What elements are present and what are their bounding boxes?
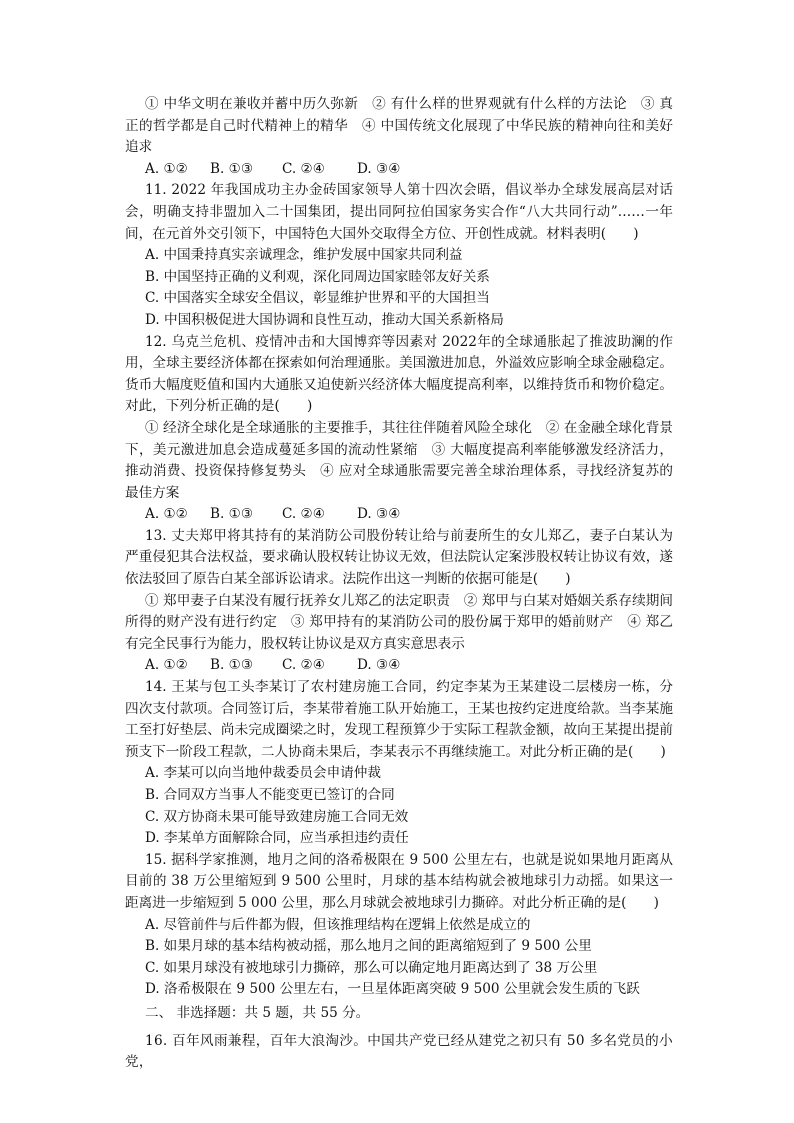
choice-a: A. ①②	[145, 657, 188, 674]
choice-d: D. ③④	[357, 160, 401, 177]
choice-b: B. ①③	[210, 160, 254, 177]
q14-option-a: A. 李某可以向当地仲裁委员会申请仲裁	[145, 765, 381, 782]
section-heading: 二、 非选择题：共 5 题，共 55 分。	[145, 1004, 370, 1021]
choice-c: C. ②④	[282, 160, 325, 177]
choice-c: C. ②④	[282, 657, 325, 674]
q15-option-b: B. 如果月球的基本结构被动摇，那么地月之间的距离缩短到了 9 500 公里	[145, 938, 592, 955]
choice-b: B. ①③	[210, 657, 254, 674]
q12-choices	[125, 504, 673, 526]
q13-statements: ① 郑甲妻子白某没有履行抚养女儿郑乙的法定职责 ② 郑甲与白某对婚姻关系存续期间所得的财产没有进行约定 ③ 郑甲持有的某消防公司的股份属于郑甲的婚前财产 ④ 郑乙有完全民事行为能力，股权转让协议是双方真实意思表示	[125, 592, 673, 652]
choice-a: A. ①②	[145, 160, 188, 177]
q15-option-c: C. 如果月球没有被地球引力撕碎，那么可以确定地月距离达到了 38 万公里	[145, 959, 598, 976]
q14-option-d: D. 李某单方面解除合同，应当承担违约责任	[145, 830, 409, 847]
q14-stem: 14. 王某与包工头李某订了农村建房施工合同，约定李某为王某建设二层楼房一栋，分四次支付款项。合同签订后，李某带着施工队开始施工，王某也按约定进度给款。当李某施工至打好垫层、尚未完成圈梁之时，发现工程预算少于实际工程款金额，故向王某提出提前预支下一阶段工程款，二人协商未果后，李某表示不再继续施工。对此分析正确的是( )	[125, 679, 673, 760]
q11-option-c: C. 中国落实全球安全倡议，彰显维护世界和平的大国担当	[145, 290, 490, 307]
q16-stem: 16. 百年风雨兼程，百年大浪淘沙。中国共产党已经从建党之初只有 50 多名党员的小党，	[125, 1032, 673, 1071]
choice-d: D. ③④	[357, 506, 401, 523]
q11-stem: 11. 2022 年我国成功主办金砖国家领导人第十四次会晤，倡议举办全球发展高层对话会，明确支持非盟加入二十国集团，提出同阿拉伯国家务实合作“八大共同行动”……一年间，在元首外交引领下，中国特色大国外交取得全方位、开创性成就。材料表明( )	[125, 182, 673, 242]
q10-choices	[125, 159, 673, 181]
q11-option-a: A. 中国秉持真实亲诚理念，维护发展中国家共同利益	[145, 247, 463, 264]
q15-option-a: A. 尽管前件与后件都为假，但该推理结构在逻辑上依然是成立的	[145, 916, 531, 933]
q11-option-d: D. 中国积极促进大国协调和良性互动，推动大国关系新格局	[145, 311, 504, 328]
q10-statements: ① 中华文明在兼收并蓄中历久弥新 ② 有什么样的世界观就有什么样的方法论 ③ 真正的哲学都是自己时代精神上的精华 ④ 中国传统文化展现了中华民族的精神向往和美好追求	[125, 96, 673, 156]
choice-c: C. ②④	[282, 506, 325, 523]
q15-stem: 15. 据科学家推测，地月之间的洛希极限在 9 500 公里左右，也就是说如果地月距离从目前的 38 万公里缩短到 9 500 公里时，月球的基本结构就会被地球引力动摇。如果这一距离进一步缩短到 5 000 公里，那么月球就会被地球引力撕碎。对此分析正确的是( )	[125, 851, 673, 911]
q13-stem: 13. 丈夫郑甲将其持有的某消防公司股份转让给与前妻所生的女儿郑乙，妻子白某认为严重侵犯其合法权益，要求确认股权转让协议无效，但法院认定案涉股权转让协议有效，遂依法驳回了原告白某全部诉讼请求。法院作出这一判断的依据可能是( )	[125, 527, 673, 588]
q15-option-d: D. 洛希极限在 9 500 公里左右，一旦星体距离突破 9 500 公里就会发生质的飞跃	[145, 981, 640, 998]
q12-statements: ① 经济全球化是全球通胀的主要推手，其往往伴随着风险全球化 ② 在金融全球化背景下，美元激进加息会造成蔓延多国的流动性紧缩 ③ 大幅度提高利率能够激发经济活力，推动消费、投资保持修复势头 ④ 应对全球通胀需要完善全球治理体系，寻找经济复苏的最佳方案	[125, 419, 673, 501]
choice-a: A. ①②	[145, 506, 188, 523]
q14-option-b: B. 合同双方当事人不能变更已签订的合同	[145, 787, 395, 803]
choice-b: B. ①③	[210, 506, 254, 523]
q11-option-b: B. 中国坚持正确的义利观，深化同周边国家睦邻友好关系	[145, 268, 490, 285]
q14-option-c: C. 双方协商未果可能导致建房施工合同无效	[145, 808, 409, 825]
choice-d: D. ③④	[357, 657, 401, 674]
exam-page	[125, 94, 673, 1074]
q12-stem: 12. 乌克兰危机、疫情冲击和大国博弈等因素对 2022年的全球通胀起了推波助澜的作用，全球主要经济体都在探索如何治理通胀。美国激进加息，外溢效应影响全球金融稳定。货币大幅度贬值和国内大通胀又迫使新兴经济体大幅度提高利率，以维持货币和物价稳定。对此，下列分析正确的是( )	[125, 333, 673, 415]
q13-choices	[125, 655, 673, 677]
